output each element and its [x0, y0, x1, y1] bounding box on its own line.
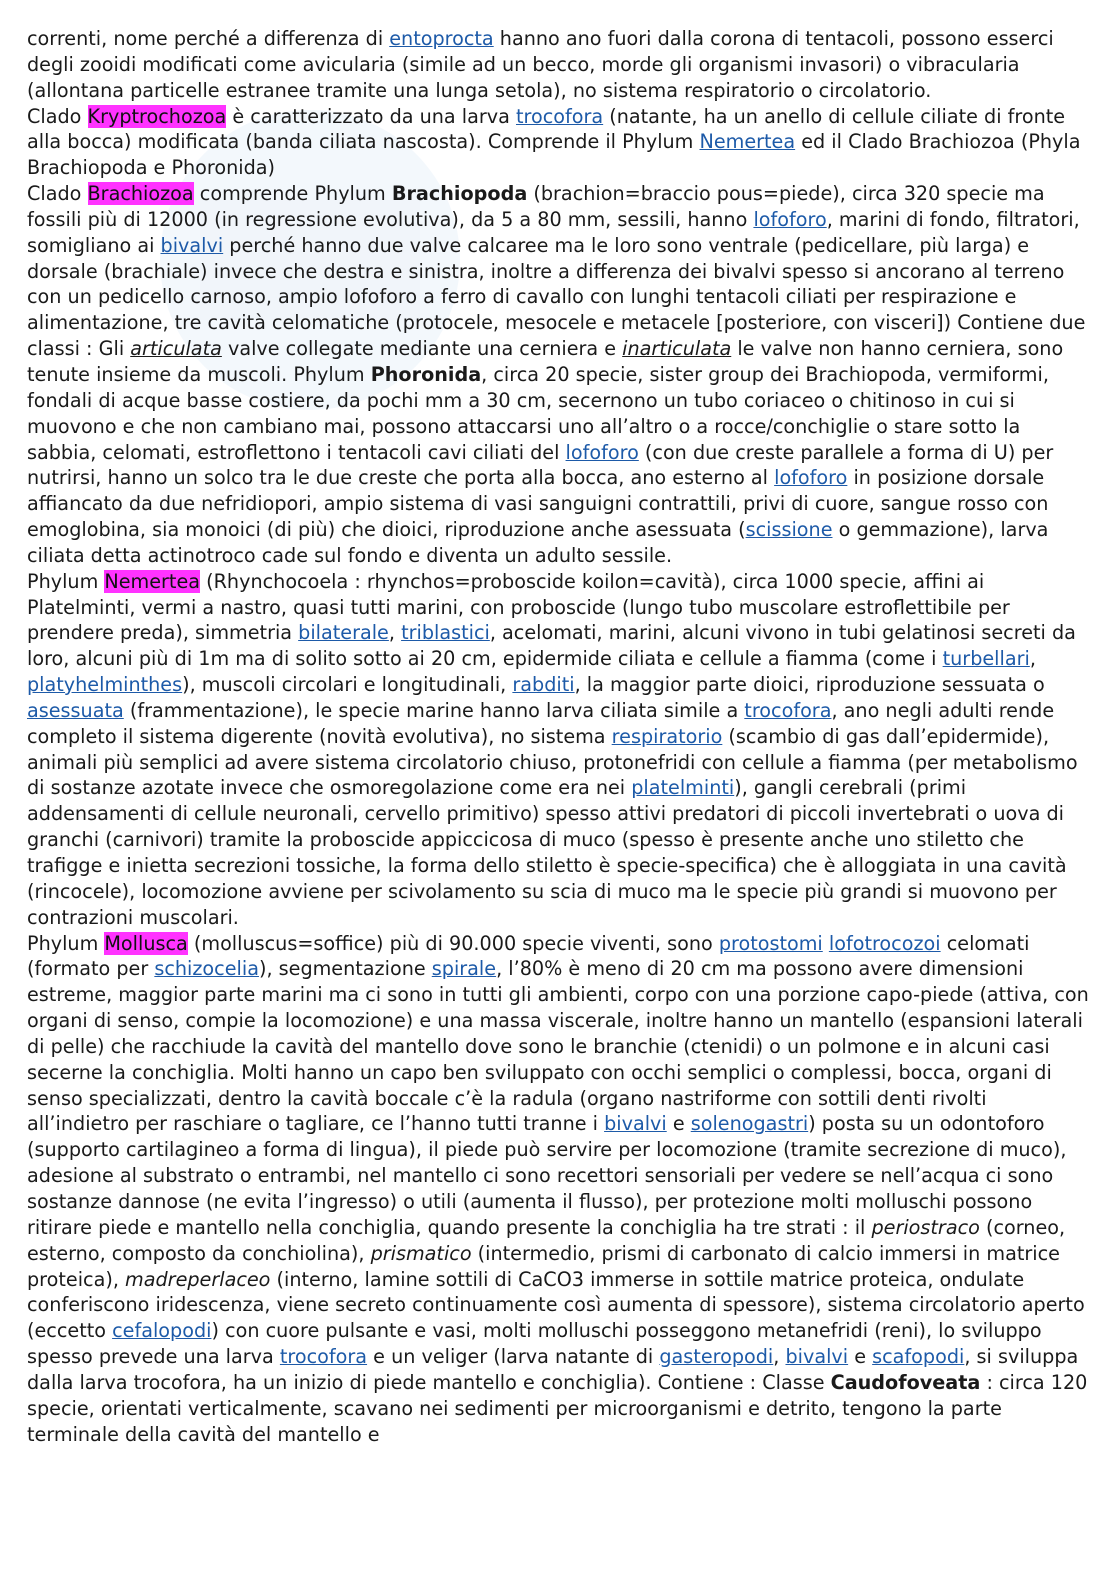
italic-term: prismatico: [370, 1241, 472, 1265]
term-link[interactable]: entoprocta: [389, 27, 494, 50]
term-link[interactable]: asessuata: [27, 698, 124, 722]
term-link[interactable]: schizocelia: [154, 957, 259, 981]
text-run: hanno ano fuori dalla corona di tentacoli, possono esserci degli zooidi modificati come avicularia (simile ad un becco, morde gli organismi invasori) o vibracularia (allontana particelle estranee tramite una lunga setola), no sistema respiratorio o circolatorio.: [27, 27, 1054, 102]
bold-term: Brachiopoda: [391, 182, 528, 206]
term-link[interactable]: bilaterale: [298, 621, 389, 645]
text-run: in posizione dorsale affiancato da due nefridiopori, ampio sistema di vasi sanguigni contrattili, privi di cuore, sangue rosso con emoglobina, sia monoici (di più) che dioici, riproduzione anche asessuata (: [27, 466, 1049, 542]
text-run: (intermedio, prismi di carbonato di calcio immersi in matrice proteica),: [27, 1241, 1060, 1291]
text-run: Clado: [27, 182, 88, 206]
term-link[interactable]: protostomi: [718, 931, 823, 955]
text-run: , circa 20 specie, sister group dei Brachiopoda, vermiformi, fondali di acque basse costiere, da pochi mm a 30 cm, secernono un tubo coriaceo o chitinoso in cui si muovono e che non cambiano mai, possono attaccarsi uno all’altro o a rocce/conchiglie o stare sotto la sabbia, celomati, estroflettono i tentacoli cavi ciliati del: [27, 362, 1049, 464]
highlighted-term: Brachiozoa: [87, 182, 194, 206]
text-run: (interno, lamine sottili di CaCO3 immerse in sottile matrice proteica, ondulate conferiscono iridescenza, viene secreto continuamente così aumenta di spessore), sistema circolatorio aperto (eccetto: [27, 1267, 1085, 1343]
text-run: (corneo, esterno, composto da conchiolina),: [27, 1215, 1066, 1265]
text-run: (Rhynchocoela : rhynchos=proboscide koilon=cavità), circa 1000 specie, affini ai Platelminti, vermi a nastro, quasi tutti marini, con proboscide (lungo tubo muscolare estroflettibile per prendere preda), simmetria: [27, 569, 1010, 645]
text-run: valve collegate mediante una cerniera e: [221, 337, 623, 361]
text-run: e: [848, 1345, 873, 1369]
paragraph-brachiozoa: [27, 181, 1093, 569]
term-link[interactable]: bivalvi: [785, 1345, 849, 1369]
text-run: le valve non hanno cerniera, sono tenute insieme da muscoli. Phylum: [27, 337, 1064, 386]
text-run: e un veliger (larva natante di: [367, 1345, 660, 1369]
text-run: ) con cuore pulsante e vasi, molti molluschi posseggono metanefridi (reni), lo sviluppo spesso prevede una larva: [27, 1319, 1042, 1369]
term-link[interactable]: cefalopodi: [112, 1319, 212, 1343]
text-run: comprende Phylum: [193, 182, 392, 206]
text-run: ), muscoli circolari e longitudinali,: [182, 673, 513, 697]
text-run: , l’80% è meno di 20 cm ma possono avere dimensioni estreme, maggior parte marini ma ci sono in tutti gli ambienti, corpo con una porzione capo-piede (attiva, con organi di senso, compie la locomozione) e una massa viscerale, inoltre hanno un mantello (espansioni laterali di pelle) che racchiude la cavità del mantello dove sono le branchie (ctenidi) o un polmone e in alcuni casi secerne la conchiglia. Molti hanno un capo ben sviluppato con occhi semplici o complessi, bocca, organi di senso specializzati, dentro la cavità boccale c’è la radula (organo nastriforme con sottili denti rivolti all’indietro per raschiare o tagliare, ce l’hanno tutti tranne i: [27, 957, 1089, 1136]
text-run: ed il Clado Brachiozoa (Phyla Brachiopoda e Phoronida): [27, 130, 1081, 180]
term-link[interactable]: gasteropodi: [659, 1345, 774, 1369]
term-link[interactable]: trocofora: [279, 1345, 368, 1369]
paragraph-nemertea: [27, 569, 1093, 931]
text-run: ), gangli cerebrali (primi addensamenti di cellule neuronali, cervello primitivo) spesso attivi predatori di piccoli invertebrati o uova di granchi (carnivori) tramite la proboscide appiccicosa di muco (spesso è presente anche uno stiletto che trafigge e inietta secrezioni tossiche, la forma dello stiletto è specie-specifica) che è alloggiata in una cavità (rincocele), locomozione avviene per scivolamento su scia di muco ma le specie più grandi si muovono per contrazioni muscolari.: [27, 776, 1067, 929]
term-link[interactable]: platelminti: [631, 776, 735, 800]
term-link[interactable]: scissione: [745, 518, 833, 542]
highlighted-term: Mollusca: [104, 931, 188, 955]
underlined-italic-term: inarticulata: [622, 337, 732, 361]
italic-term: periostraco: [871, 1215, 980, 1239]
text-run: (frammentazione), le specie marine hanno larva ciliata simile a: [123, 698, 745, 722]
text-run: ) posta su un odontoforo (supporto cartilagineo a forma di lingua), il piede può servire per locomozione (tramite secrezione di muco), adesione al substrato o entrambi, nel mantello ci sono recettori sensoriali per vedere se nell’acqua ci sono sostanze dannose (ne evita l’ingresso) o utili (aumenta il flusso), per protezione molti molluschi possono ritirare piede e mantello nella conchiglia, quando presente la conchiglia ha tre strati : il: [27, 1112, 1067, 1239]
term-link[interactable]: solenogastri: [690, 1112, 809, 1136]
text-run: Phylum: [27, 569, 105, 593]
text-run: è caratterizzato da una larva: [226, 104, 516, 128]
text-run: ,: [388, 621, 402, 645]
text-run: ), segmentazione: [258, 957, 432, 981]
text-run: o gemmazione), larva ciliata detta actinotroco cade sul fondo e diventa un adulto sessile.: [27, 518, 1049, 567]
term-link[interactable]: lofotrocozoi: [828, 931, 941, 955]
text-run: (con due creste parallele a forma di U) per nutrirsi, hanno un solco tra le due creste che porta alla bocca, ano esterno al: [27, 440, 1054, 490]
term-link[interactable]: trocofora: [515, 104, 604, 128]
term-link[interactable]: rabditi: [512, 673, 575, 697]
text-run: perché hanno due valve calcaree ma le loro sono ventrale (pedicellare, più larga) e dorsale (brachiale) invece che destra e sinistra, inoltre a differenza dei bivalvi spesso si ancorano al terreno con un pedicello carnoso, ampio lofoforo a ferro di cavallo con lunghi tentacoli ciliati per respirazione e alimentazione, tre cavità celomatiche (protocele, mesocele e metacele [posteriore, con visceri]) Contiene due classi : Gli: [27, 233, 1086, 361]
text-run: (scambio di gas dall’epidermide), animali più semplici ad avere sistema circolatorio chiuso, protonefridi con cellule a fiamma (per metabolismo di sostanze azotate invece che osmoregolazione come era nei: [27, 724, 1078, 800]
term-link[interactable]: bivalvi: [604, 1112, 667, 1136]
text-run: ,: [1029, 647, 1036, 671]
term-link[interactable]: turbellari: [942, 647, 1030, 671]
text-run: (molluscus=soffice) più di 90.000 specie viventi, sono: [187, 931, 719, 955]
text-run: celomati (formato per: [27, 931, 1030, 981]
text-run: , acelomati, marini, alcuni vivono in tubi gelatinosi secreti da loro, alcuni più di 1m ma di solito sotto ai 20 cm, epidermide ciliata e cellule a fiamma (come i: [27, 621, 1076, 671]
text-run: ,: [773, 1345, 786, 1369]
term-link[interactable]: respiratorio: [611, 724, 723, 748]
text-run: (brachion=braccio pous=piede), circa 320 specie ma fossili più di 12000 (in regressione evolutiva), da 5 a 80 mm, sessili, hanno: [27, 182, 1045, 231]
document-body: [27, 26, 1093, 1447]
term-link[interactable]: lofoforo: [774, 466, 848, 490]
term-link[interactable]: lofoforo: [753, 207, 827, 231]
text-run: , ano negli adulti rende completo il sistema digerente (novità evolutiva), no sistema: [27, 698, 1055, 748]
term-link[interactable]: scafopodi: [872, 1345, 965, 1369]
highlighted-term: Nemertea: [104, 569, 201, 593]
underlined-italic-term: articulata: [130, 337, 222, 361]
paragraph-entoprocta-end: [27, 26, 1093, 104]
italic-term: madreperlaceo: [125, 1267, 271, 1291]
text-run: correnti, nome perché a differenza di: [27, 27, 390, 50]
term-link[interactable]: platyhelminthes: [27, 673, 183, 697]
text-run: , si sviluppa dalla larva trocofora, ha un inizio di piede mantello e conchiglia). Contiene : Classe: [27, 1345, 1079, 1394]
text-run: (natante, ha un anello di cellule ciliate di fronte alla bocca) modificata (banda ciliata nascosta). Comprende il Phylum: [27, 104, 1066, 154]
paragraph-mollusca: [27, 931, 1093, 1448]
text-run: : circa 120 specie, orientati verticalmente, scavano nei sedimenti per microorganismi e detrito, tengono la parte terminale della cavità del mantello e: [27, 1370, 1088, 1446]
term-link[interactable]: spirale: [431, 957, 497, 981]
text-run: , marini di fondo, filtratori, somigliano ai: [27, 207, 1080, 257]
term-link[interactable]: bivalvi: [160, 233, 224, 257]
bold-term: Phoronida: [370, 362, 482, 386]
bold-term: Caudofoveata: [830, 1370, 981, 1394]
text-run: Clado: [27, 104, 88, 128]
text-run: e: [666, 1112, 691, 1136]
term-link[interactable]: trocofora: [744, 698, 832, 722]
highlighted-term: Kryptrochozoa: [87, 104, 227, 128]
term-link[interactable]: lofoforo: [565, 440, 639, 464]
term-link[interactable]: Nemertea: [699, 130, 796, 154]
text-run: Phylum: [27, 931, 105, 955]
term-link[interactable]: triblastici: [401, 621, 490, 645]
paragraph-kryptrochozoa: [27, 104, 1093, 182]
text-run: , la maggior parte dioici, riproduzione sessuata o: [574, 673, 1045, 697]
